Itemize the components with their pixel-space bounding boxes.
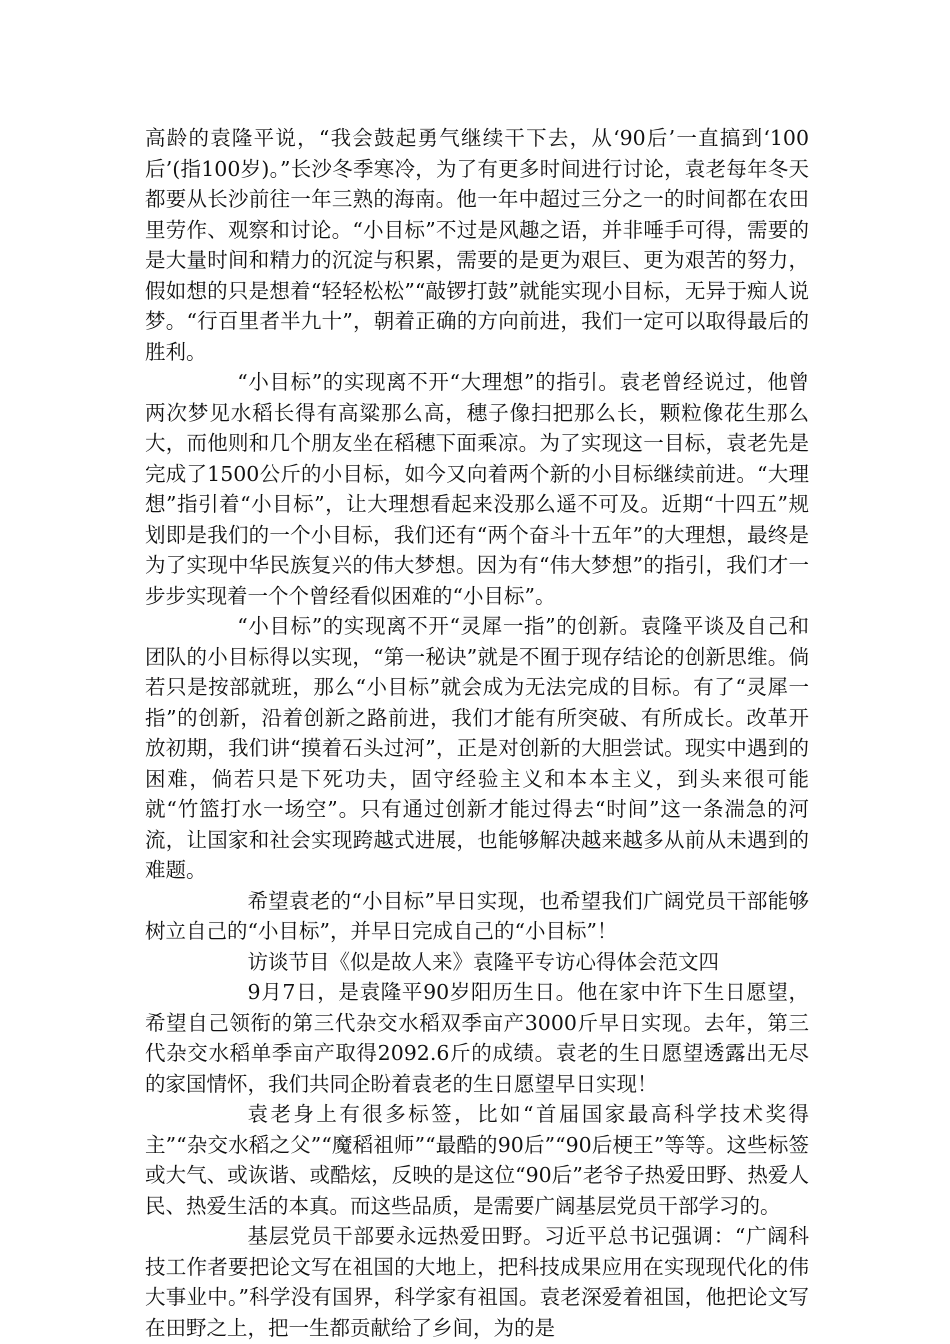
paragraph-4: 希望袁老的“小目标”早日实现，也希望我们广阔党员干部能够树立自己的“小目标”，并早日完成自己的“小目标”！ bbox=[145, 888, 809, 943]
paragraph-1: 高龄的袁隆平说，“我会鼓起勇气继续干下去，从‘90后’一直搞到‘100后’(指100岁)。”长沙冬季寒冷，为了有更多时间进行讨论，袁老每年冬天都要从长沙前往一年三熟的海南。他一年中超过三分之一的时间都在农田里劳作、观察和讨论。“小目标”不过是风趣之语，并非唾手可得，需要的是大量时间和精力的沉淀与积累，需要的是更为艰巨、更为艰苦的努力，假如想的只是想着“轻轻松松”“敲锣打鼓”就能实现小目标，无异于痴人说梦。“行百里者半九十”，朝着正确的方向前进，我们一定可以取得最后的胜利。 bbox=[145, 126, 809, 364]
document-body bbox=[145, 123, 809, 1343]
paragraph-7: 基层党员干部要永远热爱田野。习近平总书记强调：“广阔科技工作者要把论文写在祖国的大地上，把科技成果应用在实现现代化的伟大事业中。”科学没有国界，科学家有祖国。袁老深爱着祖国，他把论文写在田野之上，把一生都贡献给了乡间，为的是 bbox=[145, 1224, 809, 1340]
paragraph-2: “小目标”的实现离不开“大理想”的指引。袁老曾经说过，他曾两次梦见水稻长得有高粱那么高，穗子像扫把那么长，颗粒像花生那么大，而他则和几个朋友坐在稻穗下面乘凉。为了实现这一目标，袁老先是完成了1500公斤的小目标，如今又向着两个新的小目标继续前进。“大理想”指引着“小目标”，让大理想看起来没那么遥不可及。近期“十四五”规划即是我们的一个小目标，我们还有“两个奋斗十五年”的大理想，最终是为了实现中华民族复兴的伟大梦想。因为有“伟大梦想”的指引，我们才一步步实现着一个个曾经看似困难的“小目标”。 bbox=[145, 370, 809, 608]
section-heading: 访谈节目《似是故人来》袁隆平专访心得体会范文四 bbox=[247, 949, 719, 974]
paragraph-3: “小目标”的实现离不开“灵犀一指”的创新。袁隆平谈及自己和团队的小目标得以实现，“第一秘诀”就是不囿于现存结论的创新思维。倘若只是按部就班，那么“小目标”就会成为无法完成的目标。有了“灵犀一指”的创新，沿着创新之路前进，我们才能有所突破、有所成长。改革开放初期，我们讲“摸着石头过河”，正是对创新的大胆尝试。现实中遇到的困难，倘若只是下死功夫，固守经验主义和本本主义，到头来很可能就“竹篮打水一场空”。只有通过创新才能过得去“时间”这一条湍急的河流，让国家和社会实现跨越式进展，也能够解决越来越多从前从未遇到的难题。 bbox=[145, 614, 809, 882]
paragraph-6: 袁老身上有很多标签，比如“首届国家最高科学技术奖得主”“杂交水稻之父”“魔稻祖师”“最酷的90后”“90后梗王”等等。这些标签或大气、或诙谐、或酷炫，反映的是这位“90后”老爷子热爱田野、热爱人民、热爱生活的本真。而这些品质，是需要广阔基层党员干部学习的。 bbox=[145, 1102, 809, 1218]
paragraph-5: 9月7日，是袁隆平90岁阳历生日。他在家中许下生日愿望，希望自己领衔的第三代杂交水稻双季亩产3000斤早日实现。去年，第三代杂交水稻单季亩产取得2092.6斤的成绩。袁老的生日愿望透露出无尽的家国情怀，我们共同企盼着袁老的生日愿望早日实现！ bbox=[145, 980, 809, 1096]
